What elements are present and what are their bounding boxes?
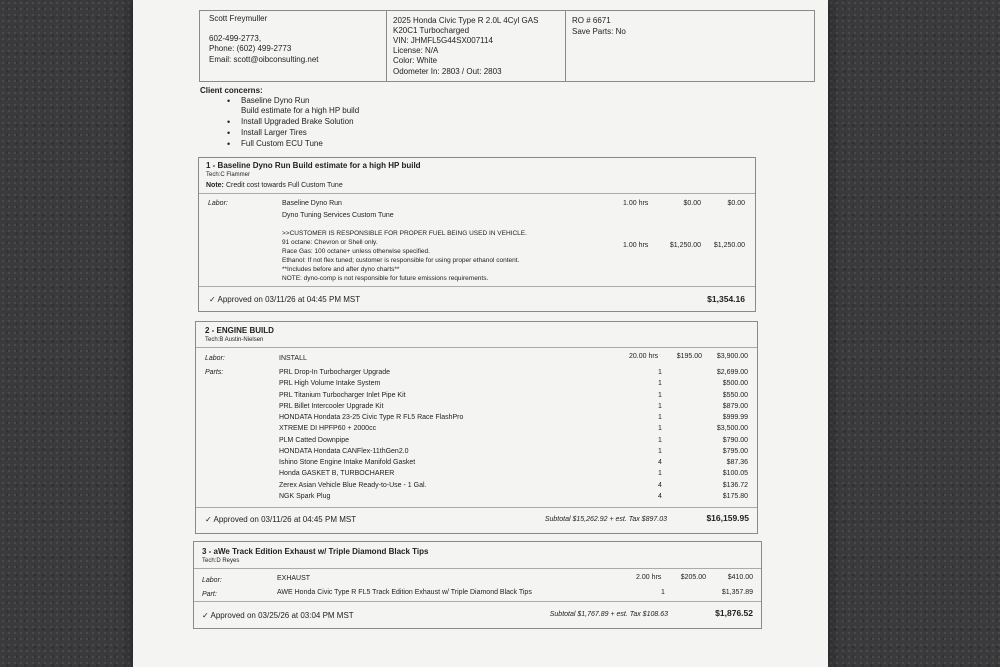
part-description: HONDATA Hondata 23-25 Civic Type R FL5 Race FlashPro [279,414,464,421]
job-1-note-label: Note: [206,182,224,189]
bullet-icon: • [227,96,231,106]
labor-rate: $0.00 [683,200,701,207]
labor-description: INSTALL [279,355,307,362]
job-3-subtotal: Subtotal $1,767.89 + est. Tax $108.63 [549,611,668,618]
part-quantity: 1 [658,436,662,444]
job-3-approval: ✓ Approved on 03/25/26 at 03:04 PM MST [202,611,354,620]
ro-number: RO # 6671 [572,16,611,25]
part-description: Zerex Asian Vehicle Blue Ready-to-Use - 1 Gal. [279,481,427,489]
labor-description: Baseline Dyno Run [282,200,342,207]
part-price: $2,699.00 [716,369,748,376]
job-1-tech: Tech:C Flammer [206,172,251,178]
bullet-icon: • [227,128,231,138]
save-parts: Save Parts: No [572,27,626,36]
labor-rate: $1,250.00 [669,242,701,249]
part-quantity: 4 [658,492,662,500]
fuel-disclaimer: Ethanol: If not flex tuned; customer is responsible for using proper ethanol content. [282,257,520,264]
labor-label: Labor: [208,200,228,207]
parts-label: Parts: [205,369,224,376]
part-description: PLM Catted Downpipe [279,436,350,444]
labor-total: $3,900.00 [716,353,748,360]
part-quantity: 1 [658,391,662,399]
part-quantity: 1 [658,369,662,376]
part-label: Part: [202,591,217,598]
labor-rate: $205.00 [680,574,706,581]
part-quantity: 1 [658,470,662,478]
labor-label: Labor: [202,577,222,584]
vehicle-vin: VIN: JHMFL5G44SX007114 [393,36,493,45]
customer-phone-formatted: Phone: (602) 499-2773 [209,44,292,53]
job-2-subtotal: Subtotal $15,262.92 + est. Tax $897.03 [544,516,667,523]
part-quantity: 4 [658,459,662,466]
job-3-total: $1,876.52 [715,608,753,618]
vehicle-engine: K20C1 Turbocharged [393,26,470,35]
part-description: Honda GASKET B, TURBOCHARER [279,470,395,478]
vehicle-description: 2025 Honda Civic Type R 2.0L 4Cyl GAS [393,16,539,25]
labor-hours: 1.00 hrs [623,242,649,249]
job-2-title: 2 - ENGINE BUILD [205,326,274,335]
part-price: $175.80 [722,492,748,500]
job-3-title: 3 - aWe Track Edition Exhaust w/ Triple Diamond Black Tips [202,547,429,556]
fuel-disclaimer: Race Gas: 100 octane+ unless otherwise specified. [282,248,430,255]
job-2-total: $16,159.95 [706,513,749,523]
concern-item: Full Custom ECU Tune [241,139,323,148]
customer-name: Scott Freymuller [209,14,268,23]
bullet-icon: • [227,139,231,149]
bullet-icon: • [227,117,231,127]
vehicle-color: Color: White [393,56,438,65]
part-quantity: 1 [658,380,662,388]
part-quantity: 1 [658,425,662,433]
part-price: $500.00 [722,380,748,388]
labor-hours: 1.00 hrs [623,200,649,207]
part-quantity: 1 [658,414,662,421]
part-description: XTREME DI HPFP60 + 2000cc [279,425,377,433]
part-description: PRL High Volume Intake System [279,380,381,388]
labor-label: Labor: [205,355,225,362]
part-price: $1,357.89 [721,589,753,596]
vehicle-license: License: N/A [393,46,439,55]
part-price: $550.00 [722,391,748,399]
customer-phone: 602-499-2773, [209,34,262,43]
labor-total: $1,250.00 [713,242,745,249]
part-price: $790.00 [722,436,748,444]
part-description: NGK Spark Plug [279,492,331,500]
customer-email: Email: scott@oibconsulting.net [209,55,319,64]
labor-description: EXHAUST [277,575,311,582]
job-1-title: 1 - Baseline Dyno Run Build estimate for a high HP build [206,161,421,170]
part-description: PRL Billet Intercooler Upgrade Kit [279,402,384,410]
concern-sub-item: Build estimate for a high HP build [241,106,360,115]
part-quantity: 1 [658,402,662,410]
job-2-tech: Tech:B Austin-Nielsen [205,337,264,343]
part-price: $999.99 [722,414,748,421]
job-1-approval: ✓ Approved on 03/11/26 at 04:45 PM MST [209,295,361,304]
part-description: PRL Titanium Turbocharger Inlet Pipe Kit [279,391,406,399]
part-quantity: 1 [661,589,665,596]
part-quantity: 4 [658,481,662,489]
vehicle-odometer: Odometer In: 2803 / Out: 2803 [393,67,502,76]
concern-item: Baseline Dyno Run [241,96,310,105]
fuel-disclaimer: **Includes before and after dyno charts** [282,266,400,273]
part-description: AWE Honda Civic Type R FL5 Track Edition Exhaust w/ Triple Diamond Black Tips [277,589,532,596]
part-description: PRL Drop-In Turbocharger Upgrade [279,369,391,376]
concern-item: Install Upgraded Brake Solution [241,117,354,126]
part-price: $87.36 [726,459,748,466]
labor-total: $410.00 [727,574,753,581]
labor-hours: 20.00 hrs [629,353,659,360]
job-2-approval: ✓ Approved on 03/11/26 at 04:45 PM MST [205,515,357,524]
repair-order-document [133,0,828,667]
labor-total: $0.00 [727,200,745,207]
labor-hours: 2.00 hrs [636,574,662,581]
job-1-note: Credit cost towards Full Custom Tune [226,182,343,189]
part-price: $879.00 [722,402,748,410]
fuel-disclaimer: NOTE: dyno-comp is not responsible for future emissions requirements. [282,275,489,282]
part-description: Ishino Stone Engine Intake Manifold Gasket [279,459,416,466]
part-price: $136.72 [722,481,748,489]
part-price: $795.00 [722,447,748,455]
part-description: HONDATA Hondata CANFlex-11thGen2.0 [279,447,409,455]
job-3-tech: Tech:D Reyes [202,558,240,564]
job-1-total: $1,354.16 [707,294,745,304]
fuel-disclaimer: >>CUSTOMER IS RESPONSIBLE FOR PROPER FUEL BEING USED IN VEHICLE. [282,230,527,237]
part-quantity: 1 [658,447,662,455]
concerns-title: Client concerns: [200,86,263,95]
labor-rate: $195.00 [676,353,702,360]
fuel-disclaimer: 91 octane: Chevron or Shell only. [282,239,378,246]
part-price: $3,500.00 [716,425,748,433]
concern-item: Install Larger Tires [241,128,307,137]
labor-description: Dyno Tuning Services Custom Tune [282,212,394,219]
part-price: $100.05 [722,470,748,478]
